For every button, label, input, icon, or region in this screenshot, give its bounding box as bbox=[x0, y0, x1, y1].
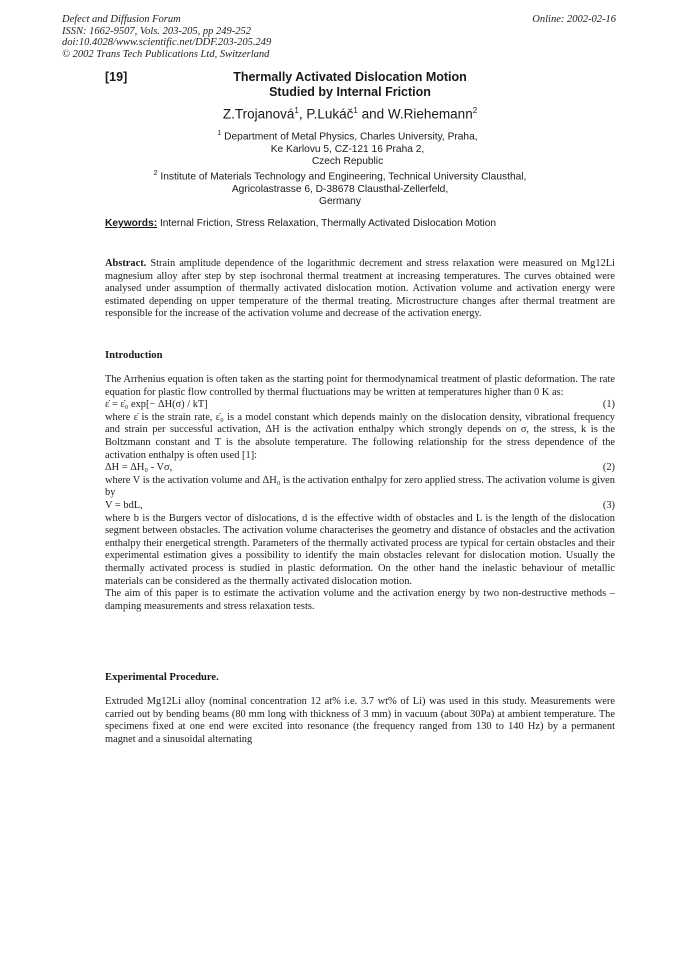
equation-text: ΔH = ΔH₀ - Vσ, bbox=[105, 462, 173, 474]
equation-3 bbox=[105, 500, 615, 513]
affiliation-mark: 1 bbox=[217, 130, 222, 137]
affiliation-mark: 2 bbox=[472, 106, 478, 115]
keywords-text: Internal Friction, Stress Relaxation, Thermally Activated Dislocation Motion bbox=[159, 218, 497, 229]
author-name: W.Riehemann bbox=[387, 106, 473, 122]
affiliation-line: Department of Metal Physics, Charles University, Praha, bbox=[224, 131, 478, 143]
affiliation-mark: 2 bbox=[153, 170, 158, 177]
journal-copyright: © 2002 Trans Tech Publications Ltd, Switzerland bbox=[62, 48, 270, 60]
introduction-body bbox=[105, 374, 615, 613]
equation-number: (2) bbox=[602, 462, 615, 474]
journal-header bbox=[62, 14, 622, 60]
abstract-label: Abstract. bbox=[105, 258, 147, 269]
affiliation-2 bbox=[105, 168, 575, 209]
paragraph: where V is the activation volume and ΔH₀ is the activation enthalpy for zero applied stress. The activation volume is given by bbox=[105, 474, 615, 499]
online-date: Online: 2002-02-16 bbox=[532, 14, 616, 25]
affiliation-mark: 1 bbox=[294, 106, 299, 115]
equation-2 bbox=[105, 462, 615, 475]
journal-name: Defect and Diffusion Forum bbox=[62, 14, 181, 25]
affiliation-mark: 1 bbox=[353, 106, 358, 115]
equation-number: (1) bbox=[602, 399, 615, 411]
affiliation-line: Ke Karlovu 5, CZ-121 16 Praha 2, bbox=[270, 143, 425, 155]
title-line-1: Thermally Activated Dislocation Motion bbox=[233, 70, 467, 84]
equation-text: V = bdL, bbox=[105, 499, 143, 511]
journal-doi: doi:10.4028/www.scientific.net/DDF.203-205.249 bbox=[62, 37, 272, 48]
keywords bbox=[105, 218, 625, 229]
paragraph: Extruded Mg12Li alloy (nominal concentration 12 at% i.e. 3.7 wt% of Li) was used in this study. Measurements were carried out by bending beams (80 mm long with thickness of 3 mm) in vacuum (about 30Pa) at ambient temperature. The specimens fixed at one end were excited into resonance (the frequency ranged from 130 to 140 Hz) by a permanent magnet and a sinusoidal alternating bbox=[105, 696, 615, 745]
author-list: Z.Trojanová$^1$, P.Lukáč$^1$ and W.Riehemann$^2$ bbox=[222, 106, 478, 122]
reference-number: [19] bbox=[105, 70, 128, 84]
section-heading-introduction: Introduction bbox=[105, 350, 163, 361]
title-line-2: Studied by Internal Friction bbox=[269, 85, 431, 99]
author-name: P.Lukáč bbox=[306, 106, 354, 122]
keywords-label: Keywords: bbox=[105, 218, 158, 229]
author-name: Z.Trojanová bbox=[222, 106, 295, 122]
section-heading-experimental: Experimental Procedure. bbox=[105, 672, 219, 683]
author-conjunction: and bbox=[361, 106, 385, 122]
abstract bbox=[105, 258, 615, 321]
experimental-body bbox=[105, 696, 615, 746]
affiliation-line: Agricolastrasse 6, D-38678 Clausthal-Zellerfeld, bbox=[231, 183, 449, 195]
paragraph: The Arrhenius equation is often taken as the starting point for thermodynamical treatment of plastic deformation. The rate equation for plastic flow controlled by thermal fluctuations may be written at temperatures higher than 0 K as: bbox=[105, 374, 615, 398]
paragraph: The aim of this paper is to estimate the activation volume and the activation energy by two non-destructive methods – damping measurements and stress relaxation tests. bbox=[105, 588, 615, 612]
journal-issn: ISSN: 1662-9507, Vols. 203-205, pp 249-252 bbox=[62, 25, 251, 37]
affiliation-line: Institute of Materials Technology and Engineering, Technical University Clausthal, bbox=[160, 171, 527, 183]
affiliation-1 bbox=[170, 128, 525, 169]
paragraph: where b is the Burgers vector of dislocations, d is the effective width of obstacles and L is the length of the dislocation segment between obstacles. The activation volume characterises the geometry and distance of obstacles and the activation enthalpy their energetical strength. Parameters of the thermally activated process are typical for certain obstacles and their experimental estimation gives a possibility to identify the main obstacles relevant for dislocation motion. Usually the thermally activated process is studied in plastic deformation. On the other hand the inelastic behaviour of metallic materials can be considered as the thermally activated dislocation motion. bbox=[105, 512, 615, 587]
paper-title bbox=[160, 70, 540, 100]
paragraph: where ε̇ is the strain rate, ε̇₀ is a model constant which depends mainly on the dislocation density, vibrational frequency and strain per successful activation, ΔH is the activation enthalpy which strongly depends on σ, the stress, k is the Boltzmann constant and T is the absolute temperature. The following relationship for the stress dependence of the activation enthalpy is often used [1]: bbox=[105, 411, 615, 461]
affiliation-line: Czech Republic bbox=[311, 156, 384, 168]
abstract-text: Strain amplitude dependence of the logarithmic decrement and stress relaxation were measured on Mg12Li magnesium alloy after step by step isochronal thermal treatment at increasing temperatures. The curves obtained were analysed under assumption of thermally activated dislocation motion. Activation volume and activation energy were estimated depending on upper temperature of the thermal treating. Microstructure changes after thermal treatment are responsible for the increase of the activation volume and decrease of the activation energy. bbox=[105, 258, 615, 320]
equation-text: ε̇ = ε̇₀ exp[− ΔH(σ) / kT] bbox=[105, 399, 208, 411]
equation-number: (3) bbox=[602, 499, 615, 511]
affiliation-line: Germany bbox=[319, 196, 361, 208]
equation-1 bbox=[105, 399, 615, 412]
